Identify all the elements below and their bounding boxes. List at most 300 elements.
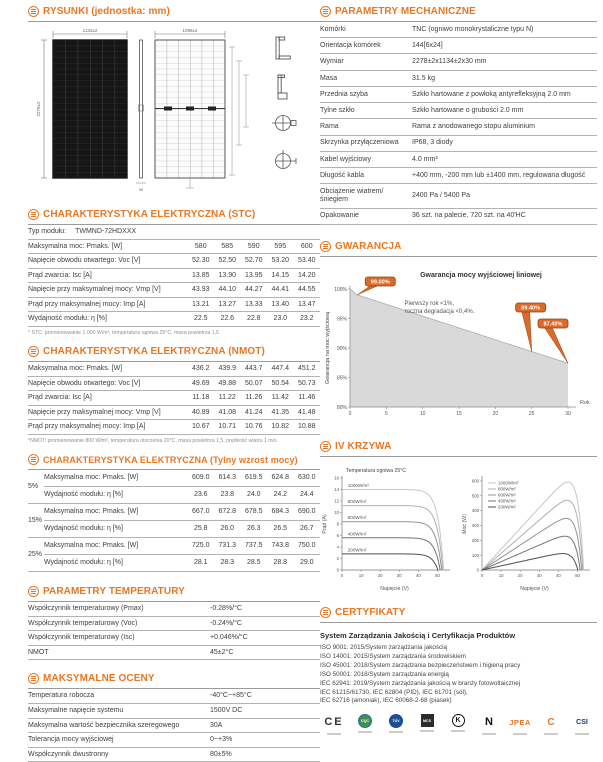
row-value: 44.10 [214,283,241,298]
row-value: 13.33 [241,297,268,312]
row-value: 13.47 [294,297,321,312]
section-title: RYSUNKI (jednostka: mm) [43,6,170,17]
row-value: 0~+3% [210,733,320,748]
mcs-logo: MCS [413,714,441,732]
svg-text:1000W/m²: 1000W/m² [347,482,369,488]
module-type-label: Typ modułu: [28,228,67,235]
section-gwarancja [320,241,597,430]
cert-lines [320,644,597,707]
row-value: 41.48 [294,405,321,420]
row-value: 49.69 [188,376,215,391]
row-value: 25.8 [188,521,215,538]
section-oceny [28,673,320,762]
row-value: 14.15 [267,268,294,283]
tuv-nord-logo: TÜV [382,714,410,733]
section-title: MAKSYMALNE OCENY [43,673,155,685]
row-value: 10.76 [241,420,268,435]
row-label: Wydajność modułu: η [%] [44,487,188,504]
section-title: GWARANCJA [335,240,402,252]
section-title: IV KRZYWA [335,440,392,452]
table-row [28,470,320,487]
svg-text:600W/m²: 600W/m² [498,492,516,498]
svg-text:400: 400 [471,508,479,514]
row-value: 451.2 [294,362,321,376]
row-value: 41.24 [241,405,268,420]
table-row [28,254,320,269]
row-value: Szkło hartowane o grubości 2.0 mm [412,103,597,119]
temperature-table [28,602,320,660]
row-value: 13.21 [188,297,215,312]
csi-logo: CSI [568,714,596,735]
row-value: 11.46 [294,391,321,406]
frame-cross-section-2 [278,75,287,99]
svg-text:Prąd (A): Prąd (A) [322,514,328,534]
row-value: 53.20 [267,254,294,269]
row-label: Maksymalna moc: Pmaks. [W] [28,362,188,376]
row-value: 28.1 [188,555,215,572]
row-label: Orientacja komórek [320,38,412,54]
row-label: Komórki [320,22,412,38]
frame-cross-section-1 [276,37,290,59]
module-type-value: TWMND-72HDXXX [75,228,137,235]
row-value: 23.6 [188,487,215,504]
warranty-icon [320,241,331,252]
electrical-nmot-icon [28,346,39,357]
max-ratings-icon [28,673,39,684]
svg-text:14: 14 [334,486,339,492]
row-value: 750.0 [294,538,321,555]
row-label: Długość kabla [320,168,412,184]
section-stc [28,209,320,336]
svg-text:200W/m²: 200W/m² [498,504,516,510]
svg-text:30: 30 [396,572,402,578]
certification-logos [320,714,597,735]
svg-text:20: 20 [377,572,383,578]
section-certyfikaty [320,607,597,735]
left-column [28,6,320,762]
section-header [320,441,597,457]
table-row [28,703,320,718]
row-value: -0.24%/°C [210,616,320,631]
iv-power-chart [460,465,592,593]
table-row [320,184,597,208]
svg-text:800W/m²: 800W/m² [347,498,367,504]
row-label: Przednia szyba [320,86,412,102]
row-value: 614.3 [214,470,241,487]
svg-text:6: 6 [336,532,339,538]
row-value: 10.67 [188,420,215,435]
front-view [53,40,127,178]
row-value: 52.70 [241,254,268,269]
svg-text:50: 50 [575,572,580,578]
table-row [320,103,597,119]
table-row [28,239,320,254]
section-header [320,6,597,22]
row-value: 678.5 [241,504,268,521]
row-value: 23.2 [294,312,321,327]
svg-text:600W/m²: 600W/m² [347,515,367,521]
svg-text:Gwarancja na moc wyjściową: Gwarancja na moc wyjściową [325,311,331,384]
temperature-icon [28,586,39,597]
svg-text:5: 5 [384,410,388,417]
svg-text:100%: 100% [334,286,347,293]
svg-text:600: 600 [471,478,479,484]
svg-text:10: 10 [334,509,339,515]
row-value: 737.5 [241,538,268,555]
svg-text:0: 0 [476,567,479,573]
svg-text:100: 100 [471,552,479,558]
row-label: Prąd przy maksymalnej mocy: Imp [A] [28,297,188,312]
svg-text:0: 0 [480,572,484,578]
svg-text:40: 40 [415,572,421,578]
cert-line: IEC 62716 (amoniak), IEC 60068-2-68 (piasek) [320,697,452,705]
table-row [28,391,320,406]
svg-text:200W/m²: 200W/m² [347,547,367,553]
iv-current-chart [320,465,452,593]
section-title: PARAMETRY MECHANICZNE [335,6,476,17]
table-row [28,747,320,762]
section-temperatury [28,586,320,660]
row-value: 11.18 [188,391,215,406]
row-label: Napięcie przy maksymalnej mocy: Vmp [V] [28,283,188,298]
row-label: Wydajność modułu: η [%] [28,312,188,327]
section-header [28,673,320,689]
row-label: Maksymalna moc: Pmaks. [W] [28,239,188,254]
row-value: 11.22 [214,391,241,406]
row-label: Napięcie obwodu otwartego: Voc [V] [28,254,188,269]
gain-label: 25% [28,538,44,572]
cert-line: IEC 61215/61730, IEC 62804 (PID), IEC 61701 (sól), [320,688,468,696]
svg-text:50: 50 [435,572,440,578]
mounting-hole-detail-2 [276,150,297,169]
cqc-logo: CQC [351,714,379,733]
svg-text:roczna degradacja <0,4%.: roczna degradacja <0,4%. [404,308,475,315]
svg-text:400W/m²: 400W/m² [498,498,516,504]
row-value: 44.27 [241,283,268,298]
cert-line: ISO 50001: 2018/System zarządzania energią [320,670,449,678]
svg-text:Gwarancja mocy wyjściowej lini: Gwarancja mocy wyjściowej liniowej [420,271,542,279]
row-value: 2278±2x1134±2x30 mm [412,54,597,70]
table-row [320,168,597,184]
table-row [28,312,320,327]
row-value: 49.88 [214,376,241,391]
row-value: IP68, 3 diody [412,135,597,151]
row-label: Prąd przy maksymalnej mocy: Imp [A] [28,420,188,435]
row-value: 29.0 [294,555,321,572]
table-row [320,22,597,38]
row-label: Tolerancja mocy wyjściowej [28,733,210,748]
mounting-hole-detail-1 [272,116,296,131]
svg-text:Temperatura ogniwa 25°C: Temperatura ogniwa 25°C [346,467,407,474]
table-row [28,602,320,616]
row-value: 26.7 [294,521,321,538]
row-value: 447.4 [267,362,294,376]
section-title: PARAMETRY TEMPERATURY [43,586,185,598]
row-value: 50.73 [294,376,321,391]
row-label: Maksymalna moc: Pmaks. [W] [44,470,188,487]
drawings-icon [28,6,39,17]
max-ratings-table [28,689,320,762]
row-value: 50.07 [241,376,268,391]
table-row [320,135,597,151]
row-value: 24.0 [241,487,268,504]
row-value: 22.8 [241,312,268,327]
table-row [320,208,597,224]
svg-text:10: 10 [498,572,504,578]
svg-text:1000W/m²: 1000W/m² [498,480,519,486]
table-row [28,718,320,733]
table-row [28,487,320,504]
right-column [320,6,597,735]
row-label: Rama [320,119,412,135]
row-label: Skrzynka przyłączeniowa [320,135,412,151]
row-value: 52.30 [188,254,215,269]
row-value: 443.7 [241,362,268,376]
svg-text:99.00%: 99.00% [370,279,390,286]
table-row [28,504,320,521]
front-height-label: 2278±2 [36,101,41,117]
module-drawings [28,25,320,200]
row-label: Wymiar [320,54,412,70]
row-value: 24.4 [294,487,321,504]
svg-text:80%: 80% [336,404,347,411]
row-value: 13.95 [241,268,268,283]
row-label: Masa [320,70,412,86]
nmot-footnote: *NMOT: promieniowanie 800 W/m², temperatura otoczenia 20°C, masa powietrza 1,5, prędkość wiatru 1 m/s [28,437,277,444]
svg-text:12: 12 [334,498,339,504]
gain-label: 15% [28,504,44,538]
table-row [28,538,320,555]
electrical-bifacial-icon [28,454,39,465]
row-value: 10.82 [267,420,294,435]
table-row [28,689,320,703]
row-value: 52.50 [214,254,241,269]
row-value: Rama z anodowanego stopu aluminium [412,119,597,135]
svg-text:95%: 95% [336,316,347,323]
row-value: 600 [294,239,321,254]
svg-text:Pierwszy rok <1%,: Pierwszy rok <1%, [404,300,455,307]
row-value: 690.0 [294,504,321,521]
table-row [28,268,320,283]
module-type-row [28,225,320,239]
svg-text:40: 40 [555,572,561,578]
side-view [140,40,143,178]
svg-text:Rok: Rok [580,399,590,406]
row-value: 439.9 [214,362,241,376]
row-value: 41.08 [214,405,241,420]
row-label: Maksymalna moc: Pmaks. [W] [44,504,188,521]
section-mechaniczne [320,6,597,225]
table-row [320,54,597,70]
row-value: 731.3 [214,538,241,555]
row-value: 11.42 [267,391,294,406]
svg-text:500: 500 [471,493,479,499]
row-label: Prąd zwarcia: Isc [A] [28,391,188,406]
row-value: 24.2 [267,487,294,504]
row-value: 50.54 [267,376,294,391]
row-value: 4.0 mm² [412,151,597,167]
row-value: 580 [188,239,215,254]
row-value: 43.93 [188,283,215,298]
table-row [28,283,320,298]
back-width-label: 1096±2 [182,28,198,33]
row-value: 41.35 [267,405,294,420]
svg-text:200: 200 [471,537,479,543]
row-label: Wydajność modułu: η [%] [44,555,188,572]
certificates-icon [320,607,331,618]
section-nmot [28,346,320,444]
svg-text:0: 0 [340,572,344,578]
nmot-table [28,362,320,435]
svg-text:15: 15 [456,410,462,417]
row-value: 31.5 kg [412,70,597,86]
row-value: 725.0 [188,538,215,555]
svg-text:10: 10 [419,410,426,417]
iv-curve-icon [320,441,331,452]
row-value: 23.0 [267,312,294,327]
svg-text:89.40%: 89.40% [521,305,541,312]
cert-line: ISO 14001: 2015/System zarządzania środowiskiem [320,652,466,660]
row-value: 743.8 [267,538,294,555]
bifacial-table [28,470,320,572]
row-value: 619.5 [241,470,268,487]
row-label: Maksymalne napięcie systemu [28,703,210,718]
row-label: Opakowanie [320,208,412,224]
jpea-logo: JPEA [506,714,534,735]
row-value: 595 [267,239,294,254]
row-value: 28.3 [214,555,241,572]
side-thickness-label: 30 [138,187,144,192]
row-value: 28.8 [267,555,294,572]
row-label: Współczynnik temperaturowy (Voc) [28,616,210,631]
warranty-chart [320,263,592,425]
row-value: 585 [214,239,241,254]
inmetro-logo: N [475,714,503,735]
row-value: 53.40 [294,254,321,269]
row-value: 26.3 [241,521,268,538]
row-label: Współczynnik temperaturowy (Pmax) [28,602,210,616]
row-value: 672.8 [214,504,241,521]
cert-line: ISO 45001: 2018/System zarządzania bezpieczeństwem i higieną pracy [320,661,521,669]
row-label: Maksymalna moc: Pmaks. [W] [44,538,188,555]
section-rysunki [28,6,320,200]
row-value: 1500V DC [210,703,320,718]
table-row [28,376,320,391]
table-row [28,521,320,538]
row-label: Napięcie przy maksymalnej mocy: Vmp [V] [28,405,188,420]
section-header [28,6,320,22]
table-row [320,151,597,167]
row-value: +0.046%/°C [210,631,320,646]
row-value: 28.5 [241,555,268,572]
section-header [28,209,320,225]
row-value: 13.27 [214,297,241,312]
svg-text:0: 0 [348,410,352,417]
section-title: CERTYFIKATY [335,606,406,618]
row-value: 10.88 [294,420,321,435]
section-header [28,586,320,602]
svg-text:800W/m²: 800W/m² [498,486,516,492]
section-bifacial [28,454,320,572]
gain-label: 5% [28,470,44,504]
module-drawing-svg [28,25,320,195]
table-row [28,733,320,748]
section-header [28,454,320,470]
row-value: -40°C~+85°C [210,689,320,703]
ks-mark-logo: K [444,714,472,732]
svg-text:20: 20 [517,572,523,578]
svg-text:2: 2 [336,555,339,561]
svg-text:30: 30 [536,572,542,578]
iv-charts [320,465,597,593]
cert-heading: System Zarządzania Jakością i Certyfikacja Produktów [320,630,516,640]
ce-logo: CE [320,714,348,735]
table-row [28,555,320,572]
row-value: 667.0 [188,504,215,521]
svg-text:30: 30 [565,410,571,417]
row-value: 23.8 [214,487,241,504]
front-width-label: 1134±2 [82,28,98,33]
row-label: Prąd zwarcia: Isc [A] [28,268,188,283]
row-value: 144[6x24] [412,38,597,54]
svg-text:8: 8 [336,521,339,527]
table-row [28,362,320,376]
section-title: CHARAKTERYSTYKA ELEKTRYCZNA (NMOT) [43,346,265,358]
table-row [28,405,320,420]
table-row [28,420,320,435]
row-value: 44.41 [267,283,294,298]
table-row [320,70,597,86]
row-value: 26.0 [214,521,241,538]
row-label: Współczynnik temperaturowy (Isc) [28,631,210,646]
row-value: 14.20 [294,268,321,283]
row-value: 13.90 [214,268,241,283]
svg-text:10: 10 [358,572,364,578]
cert-line: IEC 62941: 2019/System zarządzania jakością w branży fotowoltaicznej [320,679,521,687]
row-value: 11.26 [241,391,268,406]
row-value: 26.5 [267,521,294,538]
svg-text:25: 25 [528,410,535,417]
table-row [320,38,597,54]
mechanical-table [320,22,597,225]
row-value: 624.8 [267,470,294,487]
row-label: Obciążenie wiatrem/śniegiem [320,184,412,208]
row-value: 684.3 [267,504,294,521]
section-header [28,346,320,362]
svg-text:20: 20 [492,410,499,417]
svg-text:Moc (W): Moc (W) [462,514,468,534]
svg-text:0: 0 [336,567,339,573]
row-label: Napięcie obwodu otwartego: Voc [V] [28,376,188,391]
svg-text:85%: 85% [336,375,347,382]
svg-text:300: 300 [471,522,479,528]
table-row [28,645,320,660]
row-label: NMOT [28,645,210,660]
row-label: Współczynnik dwustronny [28,747,210,762]
row-value: 22.6 [214,312,241,327]
row-label: Temperatura robocza [28,689,210,703]
table-row [28,297,320,312]
row-value: 44.55 [294,283,321,298]
table-row [28,631,320,646]
svg-text:16: 16 [334,475,339,481]
row-label: Kabel wyjściowy [320,151,412,167]
row-value: 30A [210,718,320,733]
section-title: CHARAKTERYSTYKA ELEKTRYCZNA (Tylny wzrost mocy) [43,454,298,465]
row-value: 80±5% [210,747,320,762]
row-value: 590 [241,239,268,254]
section-title: CHARAKTERYSTYKA ELEKTRYCZNA (STC) [43,209,256,220]
